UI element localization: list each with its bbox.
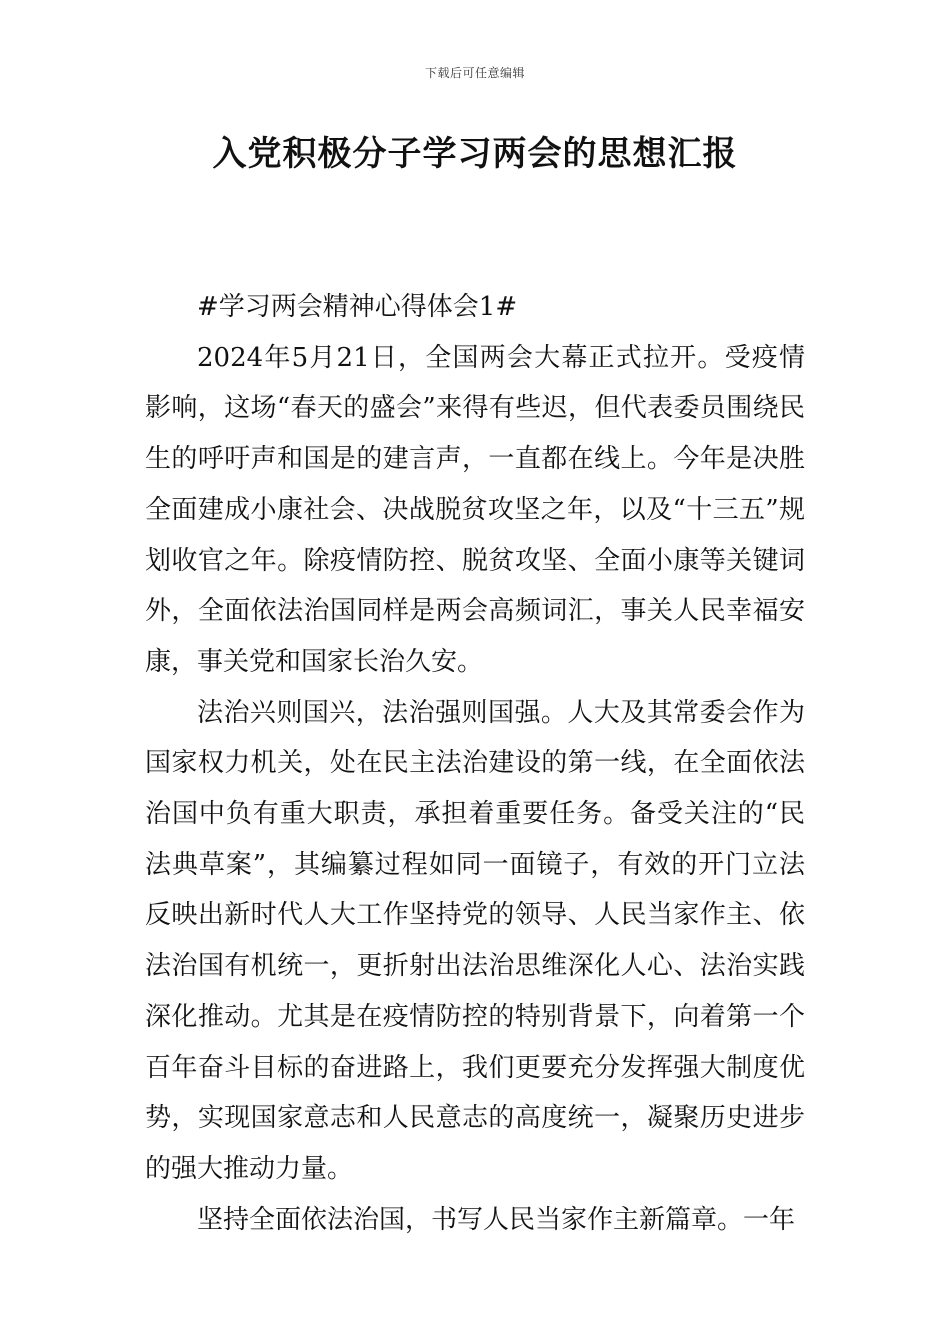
paragraph: 2024年5月21日，全国两会大幕正式拉开。受疫情影响，这场“春天的盛会”来得有些迟，但代表委员围绕民生的呼吁声和国是的建言声，一直都在线上。今年是决胜全面建成小康社会、决战脱贫攻坚之年，以及“十三五”规划收官之年。除疫情防控、脱贫攻坚、全面小康等关键词外，全面依法治国同样是两会高频词汇，事关人民幸福安康，事关党和国家长治久安。 [145,342,805,677]
paragraph: 坚持全面依法治国，书写人民当家作主新篇章。一年 [197,1204,796,1235]
paragraph: 法治兴则国兴，法治强则国强。人大及其常委会作为国家权力机关，处在民主法治建设的第一线，在全面依法治国中负有重大职责，承担着重要任务。备受关注的“民法典草案”，其编纂过程如同一面镜子，有效的开门立法反映出新时代人大工作坚持党的领导、人民当家作主、依法治国有机统一，更折射出法治思维深化人心、法治实践深化推动。尤其是在疫情防控的特别背景下，向着第一个百年奋斗目标的奋进路上，我们更要充分发挥强大制度优势，实现国家意志和人民意志的高度统一，凝聚历史进步的强大推动力量。 [145,697,805,1184]
document-body [145,282,805,1245]
document-title: 入党积极分子学习两会的思想汇报 [212,134,738,174]
header-note: 下载后可任意编辑 [424,66,525,80]
paragraph-heading: #学习两会精神心得体会1# [197,292,518,322]
